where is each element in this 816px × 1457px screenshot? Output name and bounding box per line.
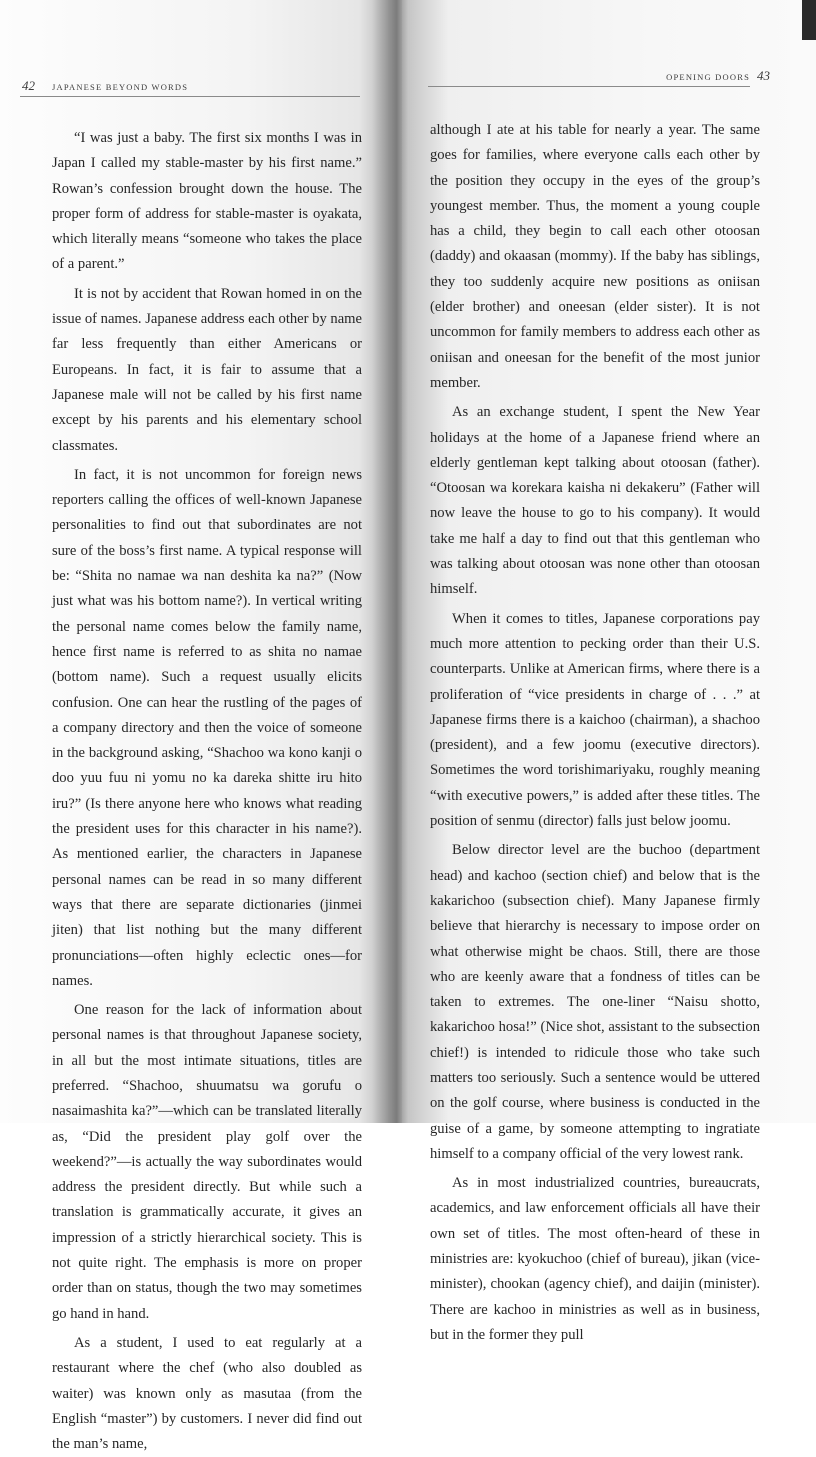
paragraph: One reason for the lack of information about personal names is that throughout Japanese society, in all but the most intimate situations, titles are preferred. “Shachoo, shuumatsu wa gorufu o nasaimashita ka?”—which can be translated literally as, “Did the president play golf over the weekend?”—is actually the way subordinates would address the president directly. But while such a translation is grammatically accurate, it gives an impression of a strictly hierarchical society. This is not quite right. The emphasis is more on proper order than on status, though the two may sometimes go hand in hand.	[52, 1002, 362, 1322]
running-head-right: OPENING DOORS	[666, 72, 750, 82]
page-number-right: 43	[757, 68, 770, 83]
paragraph: When it comes to titles, Japanese corporations pay much more attention to pecking order than their U.S. counterparts. Unlike at American firms, where there is a proliferation of “vice presidents in charge of . . .” at Japanese firms there is a kaichoo (chairman), a shachoo (president), and a few joomu (executive directors). Sometimes the word torishimariyaku, roughly meaning “with executive powers,” is added after these titles. The position of senmu (director) falls just below joomu.	[430, 610, 760, 830]
left-body-text	[52, 122, 362, 1457]
paragraph: As in most industrialized countries, bureaucrats, academics, and law enforcement officials all have their own set of titles. The most often-heard of these in ministries are: kyokuchoo (chief of bureau), jikan (vice-minister), chookan (agency chief), and daijin (minister). There are kachoo in ministries as well as in business, but in the former they pull	[430, 1175, 760, 1343]
paragraph: Below director level are the buchoo (department head) and kachoo (section chief) and below that is the kakarichoo (subsection chief). Many Japanese firmly believe that hierarchy is necessary to impose order on what otherwise might be chaos. Still, there are those who are keenly aware that a fondness of titles can be taken to extremes. The one-liner “Naisu shotto, kakarichoo hosa!” (Nice shot, assistant to the subsection chief!) is intended to ridicule those who take such matters too seriously. Such a sentence would be uttered on the golf course, where business is conducted in the guise of a game, by someone attempting to ingratiate himself to a company official of the very lowest rank.	[430, 842, 760, 1162]
header-rule-right	[428, 86, 750, 87]
right-page	[402, 0, 816, 1343]
running-head-left: JAPANESE BEYOND WORDS	[52, 82, 189, 92]
page-number-left: 42	[22, 78, 35, 93]
left-page	[0, 0, 380, 1453]
paragraph: As an exchange student, I spent the New Year holidays at the home of a Japanese friend where an elderly gentleman kept talking about otoosan (father). “Otoosan wa korekara kaisha ni dekakeru” (Father will now leave the house to go to his company). It would take me half a day to find out that this gentleman who was talking about otoosan was none other than otoosan himself.	[430, 404, 760, 598]
right-body-text	[430, 118, 760, 1348]
paragraph: “I was just a baby. The first six months I was in Japan I called my stable-master by his first name.” Rowan’s confession brought down the house. The proper form of address for stable-master is oyakata, which literally means “someone who takes the place of a parent.”	[52, 130, 362, 273]
header-rule-left	[20, 96, 360, 97]
paragraph: As a student, I used to eat regularly at a restaurant where the chef (who also doubled as waiter) was known only as masutaa (from the English “master”) by customers. I never did find out the man’s name,	[52, 1334, 362, 1453]
paragraph: although I ate at his table for nearly a year. The same goes for families, where everyone calls each other by the position they occupy in the eyes of the group’s youngest member. Thus, the moment a young couple has a child, they begin to call each other otoosan (daddy) and okaasan (mommy). If the baby has siblings, they too suddenly acquire new positions as oniisan (elder brother) and oneesan (elder sister). It is not uncommon for family members to address each other as oniisan and oneesan for the benefit of the most junior member.	[430, 122, 760, 391]
paragraph: It is not by accident that Rowan homed in on the issue of names. Japanese address each other by name far less frequently than either Americans or Europeans. In fact, it is fair to assume that a Japanese male will not be called by his first name except by his parents and his elementary school classmates.	[52, 285, 363, 454]
paragraph: In fact, it is not uncommon for foreign news reporters calling the offices of well-known Japanese personalities to find out that subordinates are not sure of the boss’s first name. A typical response will be: “Shita no namae wa nan deshita ka na?” (Now just what was his bottom name?). In vertical writing the personal name comes below the family name, hence first name is referred to as shita no namae (bottom name). Such a request usually elicits confusion. One can hear the rustling of the pages of a company directory and then the voice of someone in the background asking, “Shachoo wa kono kanji o doo yuu fuu ni yomu no ka dareka shitte iru hito iru?” (Is there anyone here who knows what reading the president uses for this character in his name?). As mentioned earlier, the characters in Japanese personal names can be read in so many different ways that there are separate dictionaries (jinmei jiten) that list nothing but the many different pronunciations—often highly eclectic ones—for names.	[52, 466, 362, 989]
